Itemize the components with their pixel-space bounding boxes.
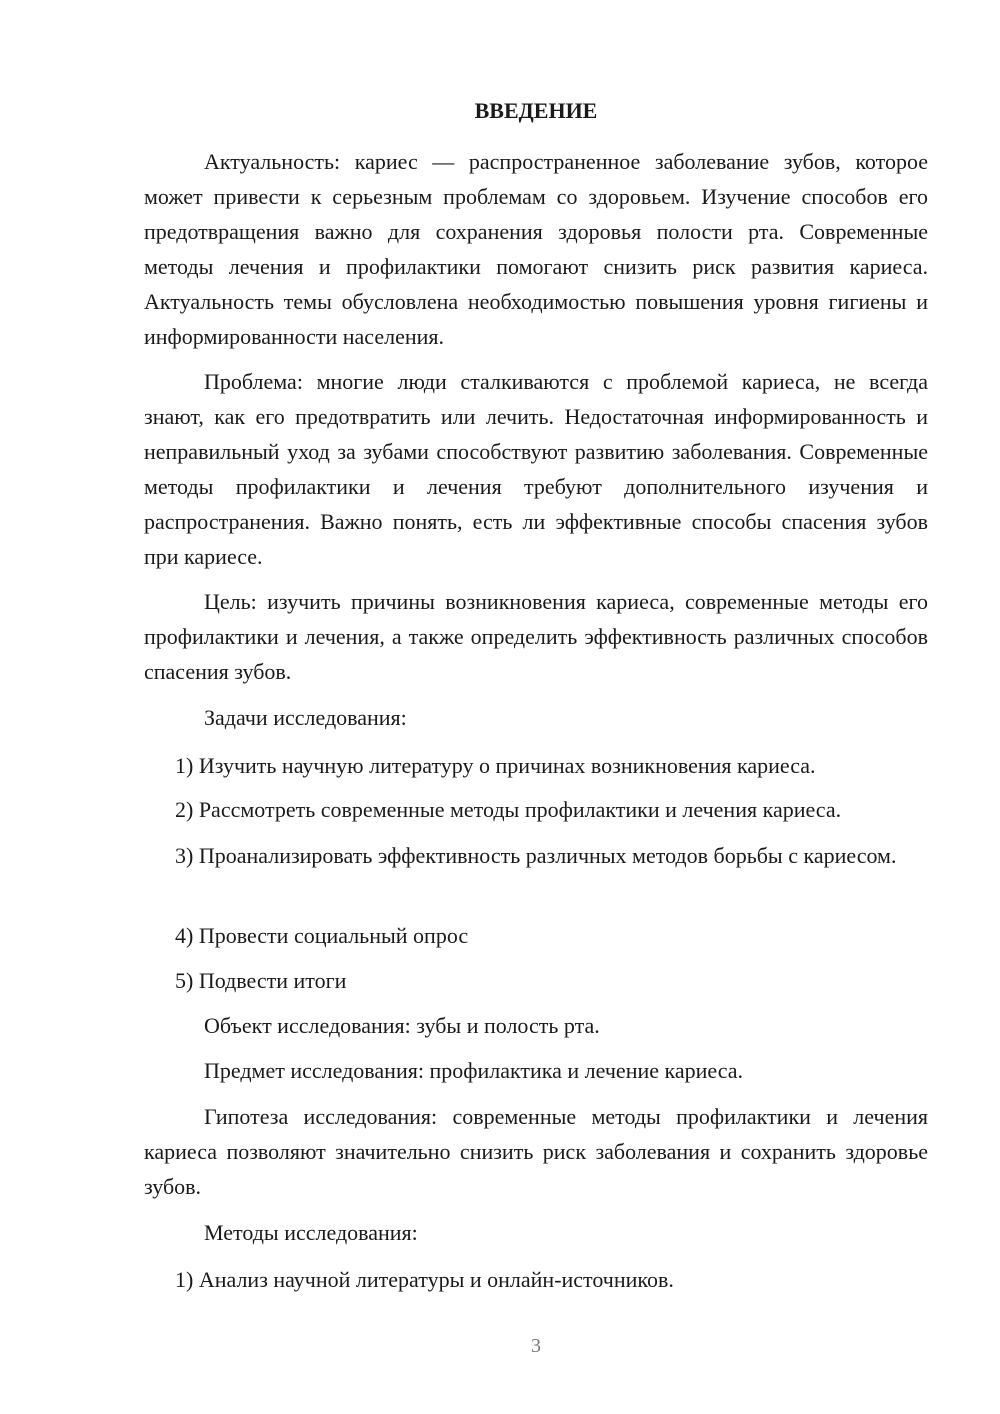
problem-paragraph: Проблема: многие люди сталкиваются с проблемой кариеса, не всегда знают, как его предотвратить или лечить. Недостаточная информированность и неправильный уход за зубами способствуют развитию заболевания. Современные методы профилактики и лечения требуют дополнительного изучения и распространения. Важно понять, есть ли эффективные способы спасения зубов при кариесе. (144, 369, 928, 569)
page-number: 3 (531, 1335, 541, 1357)
task-item: 3) Проанализировать эффективность различных методов борьбы с кариесом. (175, 843, 897, 868)
relevance-paragraph: Актуальность: кариес — распространенное заболевание зубов, которое может привести к серьезным проблемам со здоровьем. Изучение способов его предотвращения важно для сохранения здоровья полости рта. Современные методы лечения и профилактики помогают снизить риск развития кариеса. Актуальность темы обусловлена необходимостью повышения уровня гигиены и информированности населения. (144, 149, 928, 349)
task-item: 2) Рассмотреть современные методы профилактики и лечения кариеса. (175, 797, 842, 822)
object-paragraph: Объект исследования: зубы и полость рта. (204, 1013, 600, 1038)
goal-paragraph: Цель: изучить причины возникновения кариеса, современные методы его профилактики и лечения, а также определить эффективность различных способов спасения зубов. (144, 589, 928, 684)
task-item: 1) Изучить научную литературу о причинах возникновения кариеса. (175, 753, 816, 778)
method-item: 1) Анализ научной литературы и онлайн-источников. (175, 1267, 674, 1292)
document-page (144, 0, 928, 1414)
hypothesis-paragraph: Гипотеза исследования: современные методы профилактики и лечения кариеса позволяют значительно снизить риск заболевания и сохранить здоровье зубов. (144, 1104, 928, 1199)
section-heading: ВВЕДЕНИЕ (474, 98, 598, 123)
task-item: 4) Провести социальный опрос (175, 923, 469, 948)
methods-heading: Методы исследования: (204, 1220, 418, 1245)
subject-paragraph: Предмет исследования: профилактика и лечение кариеса. (204, 1058, 744, 1083)
task-item: 5) Подвести итоги (175, 968, 347, 993)
tasks-heading: Задачи исследования: (204, 705, 407, 730)
